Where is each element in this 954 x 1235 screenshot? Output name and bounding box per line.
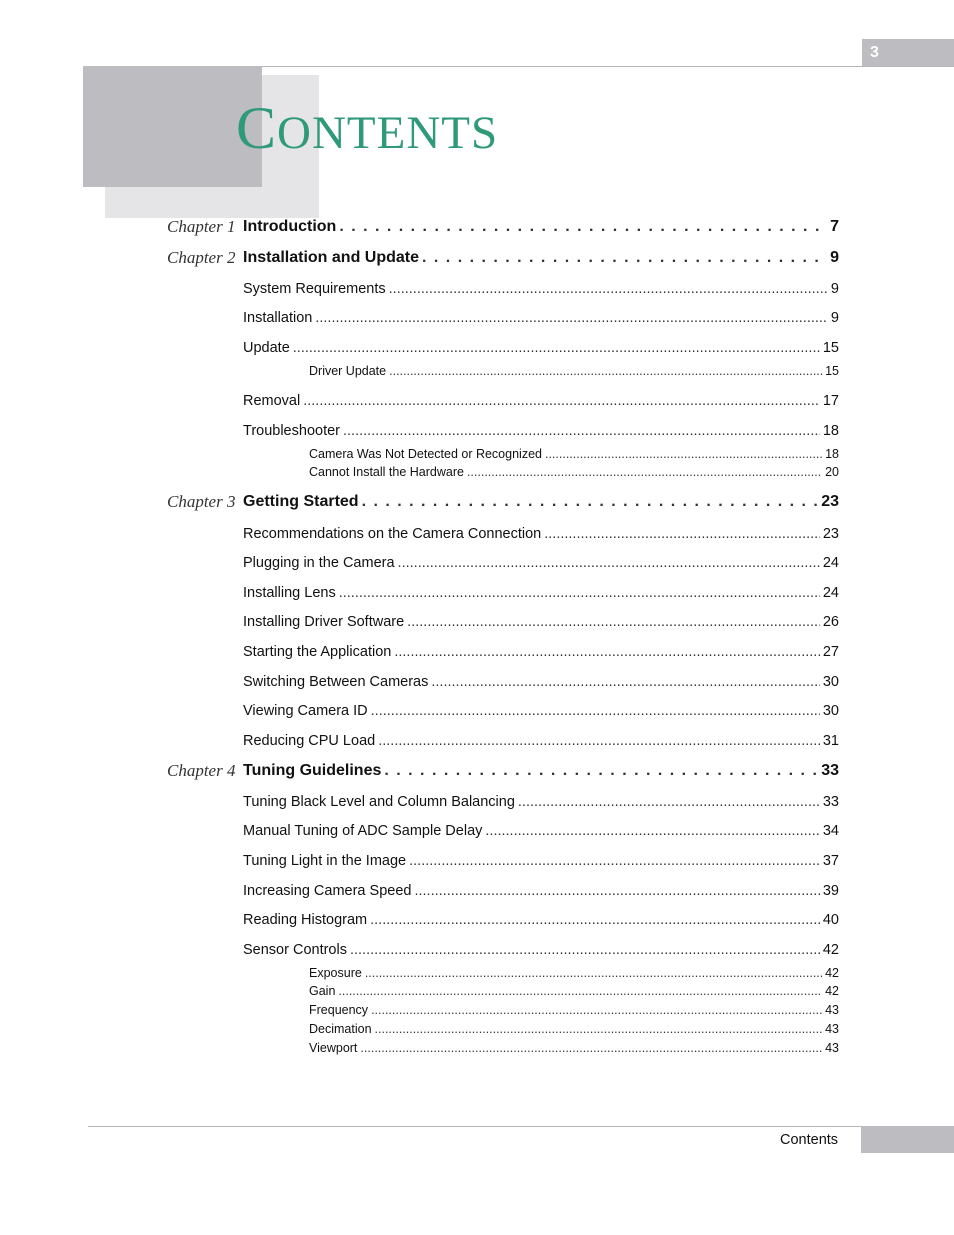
toc-subsection-entry-page: 20	[825, 465, 839, 479]
toc-chapter-entry-page: 23	[821, 493, 839, 510]
toc-section-entry-page: 23	[822, 526, 839, 542]
toc-subsection-entry-title: Driver Update	[309, 364, 387, 378]
toc-subsection-entry-title: Camera Was Not Detected or Recognized	[309, 447, 542, 461]
toc-section-entry[interactable]	[243, 423, 839, 439]
footer-rule	[88, 1126, 954, 1127]
dot-leader	[414, 883, 819, 899]
toc-section-entry[interactable]	[243, 733, 839, 749]
toc-section-entry-page: 34	[822, 823, 839, 839]
toc-chapter-entry-page: 7	[830, 218, 839, 235]
dot-leader	[389, 281, 828, 297]
toc-subsection-entry[interactable]	[309, 1041, 839, 1055]
dot-leader	[384, 762, 818, 780]
toc-section-entry[interactable]	[243, 340, 839, 356]
dot-leader	[467, 465, 822, 479]
chapter-label: Chapter 4	[167, 761, 236, 780]
toc-section-entry-title: Troubleshooter	[243, 423, 340, 439]
toc-subsection-entry-title: Exposure	[309, 966, 362, 980]
toc-subsection-entry[interactable]	[309, 984, 839, 998]
toc-subsection-entry[interactable]	[309, 1022, 839, 1036]
chapter-label: Chapter 1	[167, 217, 236, 236]
dot-leader	[389, 364, 822, 378]
toc-section-entry-page: 42	[822, 942, 839, 958]
toc-chapter-entry[interactable]	[243, 249, 839, 267]
toc-section-entry-title: Plugging in the Camera	[243, 555, 395, 571]
toc-subsection-entry[interactable]	[309, 966, 839, 980]
dot-leader	[339, 585, 820, 601]
toc-subsection-entry-title: Viewport	[309, 1041, 358, 1055]
toc-section-entry-title: Recommendations on the Camera Connection	[243, 526, 542, 542]
toc-subsection-entry-page: 42	[825, 984, 839, 998]
toc-section-entry-page: 31	[822, 733, 839, 749]
dot-leader	[303, 393, 820, 409]
toc-section-entry-page: 27	[822, 644, 839, 660]
toc-section-entry[interactable]	[243, 703, 839, 719]
dot-leader	[371, 1003, 822, 1017]
toc-section-entry[interactable]	[243, 585, 839, 601]
dot-leader	[407, 614, 820, 630]
toc-chapter-entry[interactable]	[243, 493, 839, 511]
toc-subsection-entry-page: 18	[825, 447, 839, 461]
chapter-label: Chapter 2	[167, 248, 236, 267]
toc-subsection-entry[interactable]	[309, 447, 839, 461]
dot-leader	[370, 912, 820, 928]
toc-chapter-entry-title: Introduction	[243, 218, 337, 235]
toc-section-entry[interactable]	[243, 674, 839, 690]
dot-leader	[398, 555, 820, 571]
title-rest: ONTENTS	[277, 107, 499, 159]
toc-chapter-entry-title: Getting Started	[243, 493, 359, 510]
toc-subsection-entry-page: 15	[825, 364, 839, 378]
toc-subsection-entry-title: Cannot Install the Hardware	[309, 465, 464, 479]
toc-subsection-entry[interactable]	[309, 465, 839, 479]
toc-section-entry[interactable]	[243, 853, 839, 869]
toc-subsection-entry-title: Decimation	[309, 1022, 372, 1036]
toc-section-entry-page: 30	[822, 674, 839, 690]
toc-section-entry-page: 30	[822, 703, 839, 719]
toc-section-entry-title: Starting the Application	[243, 644, 392, 660]
toc-section-entry[interactable]	[243, 644, 839, 660]
toc-section-entry-page: 37	[822, 853, 839, 869]
dot-leader	[422, 249, 827, 267]
toc-section-entry-title: Tuning Black Level and Column Balancing	[243, 794, 515, 810]
toc-section-entry-page: 9	[830, 310, 839, 326]
toc-section-entry-page: 18	[822, 423, 839, 439]
toc-section-entry-page: 15	[822, 340, 839, 356]
toc-section-entry-page: 24	[822, 585, 839, 601]
toc-subsection-entry-page: 43	[825, 1022, 839, 1036]
toc-section-entry[interactable]	[243, 794, 839, 810]
toc-section-entry[interactable]	[243, 912, 839, 928]
toc-section-entry[interactable]	[243, 526, 839, 542]
toc-subsection-entry-page: 43	[825, 1003, 839, 1017]
toc-section-entry[interactable]	[243, 393, 839, 409]
toc-section-entry[interactable]	[243, 281, 839, 297]
dot-leader	[378, 733, 820, 749]
dot-leader	[343, 423, 820, 439]
toc-section-entry[interactable]	[243, 310, 839, 326]
dot-leader	[375, 1022, 823, 1036]
toc-section-entry[interactable]	[243, 883, 839, 899]
toc-chapter-entry-title: Installation and Update	[243, 249, 420, 266]
page-number: 3	[862, 39, 954, 66]
dot-leader	[293, 340, 820, 356]
toc-section-entry-title: Manual Tuning of ADC Sample Delay	[243, 823, 483, 839]
footer-decoration	[861, 1126, 954, 1153]
toc-chapter-entry[interactable]	[243, 762, 839, 780]
toc-chapter-entry[interactable]	[243, 218, 839, 236]
toc-subsection-entry-page: 43	[825, 1041, 839, 1055]
toc-section-entry-page: 9	[830, 281, 839, 297]
toc-section-entry-title: Removal	[243, 393, 301, 409]
toc-section-entry-title: Switching Between Cameras	[243, 674, 429, 690]
dot-leader	[362, 493, 819, 511]
dot-leader	[315, 310, 828, 326]
toc-section-entry-page: 39	[822, 883, 839, 899]
toc-chapter-entry-page: 9	[830, 249, 839, 266]
toc-section-entry-page: 17	[822, 393, 839, 409]
toc-section-entry-page: 33	[822, 794, 839, 810]
toc-subsection-entry[interactable]	[309, 364, 839, 378]
toc-section-entry[interactable]	[243, 614, 839, 630]
toc-section-entry-title: Installing Driver Software	[243, 614, 405, 630]
toc-section-entry-title: Reducing CPU Load	[243, 733, 376, 749]
dot-leader	[518, 794, 820, 810]
dot-leader	[350, 942, 820, 958]
toc-section-entry[interactable]	[243, 942, 839, 958]
toc-section-entry-title: Sensor Controls	[243, 942, 347, 958]
dot-leader	[394, 644, 820, 660]
dot-leader	[365, 966, 822, 980]
dot-leader	[485, 823, 819, 839]
toc-section-entry-title: Reading Histogram	[243, 912, 368, 928]
toc-subsection-entry[interactable]	[309, 1003, 839, 1017]
dot-leader	[544, 526, 820, 542]
dot-leader	[371, 703, 820, 719]
toc-subsection-entry-title: Gain	[309, 984, 336, 998]
dot-leader	[409, 853, 820, 869]
dot-leader	[545, 447, 822, 461]
dot-leader	[431, 674, 819, 690]
toc-section-entry-title: Installation	[243, 310, 313, 326]
toc-section-entry[interactable]	[243, 823, 839, 839]
page-title	[236, 95, 499, 161]
toc-chapter-entry-page: 33	[821, 762, 839, 779]
toc-section-entry-title: Update	[243, 340, 290, 356]
toc-section-entry-title: Viewing Camera ID	[243, 703, 368, 719]
toc-subsection-entry-page: 42	[825, 966, 839, 980]
footer-label: Contents	[780, 1132, 839, 1148]
toc-section-entry-page: 40	[822, 912, 839, 928]
toc-section-entry-title: System Requirements	[243, 281, 386, 297]
toc-section-entry-title: Increasing Camera Speed	[243, 883, 412, 899]
dot-leader	[338, 984, 822, 998]
toc-section-entry-page: 24	[822, 555, 839, 571]
toc-chapter-entry-title: Tuning Guidelines	[243, 762, 382, 779]
toc-section-entry-title: Tuning Light in the Image	[243, 853, 407, 869]
dot-leader	[360, 1041, 822, 1055]
title-initial: C	[236, 95, 278, 161]
toc-section-entry-title: Installing Lens	[243, 585, 336, 601]
chapter-label: Chapter 3	[167, 492, 236, 511]
toc-subsection-entry-title: Frequency	[309, 1003, 369, 1017]
dot-leader	[339, 218, 827, 236]
toc-section-entry[interactable]	[243, 555, 839, 571]
toc-section-entry-page: 26	[822, 614, 839, 630]
